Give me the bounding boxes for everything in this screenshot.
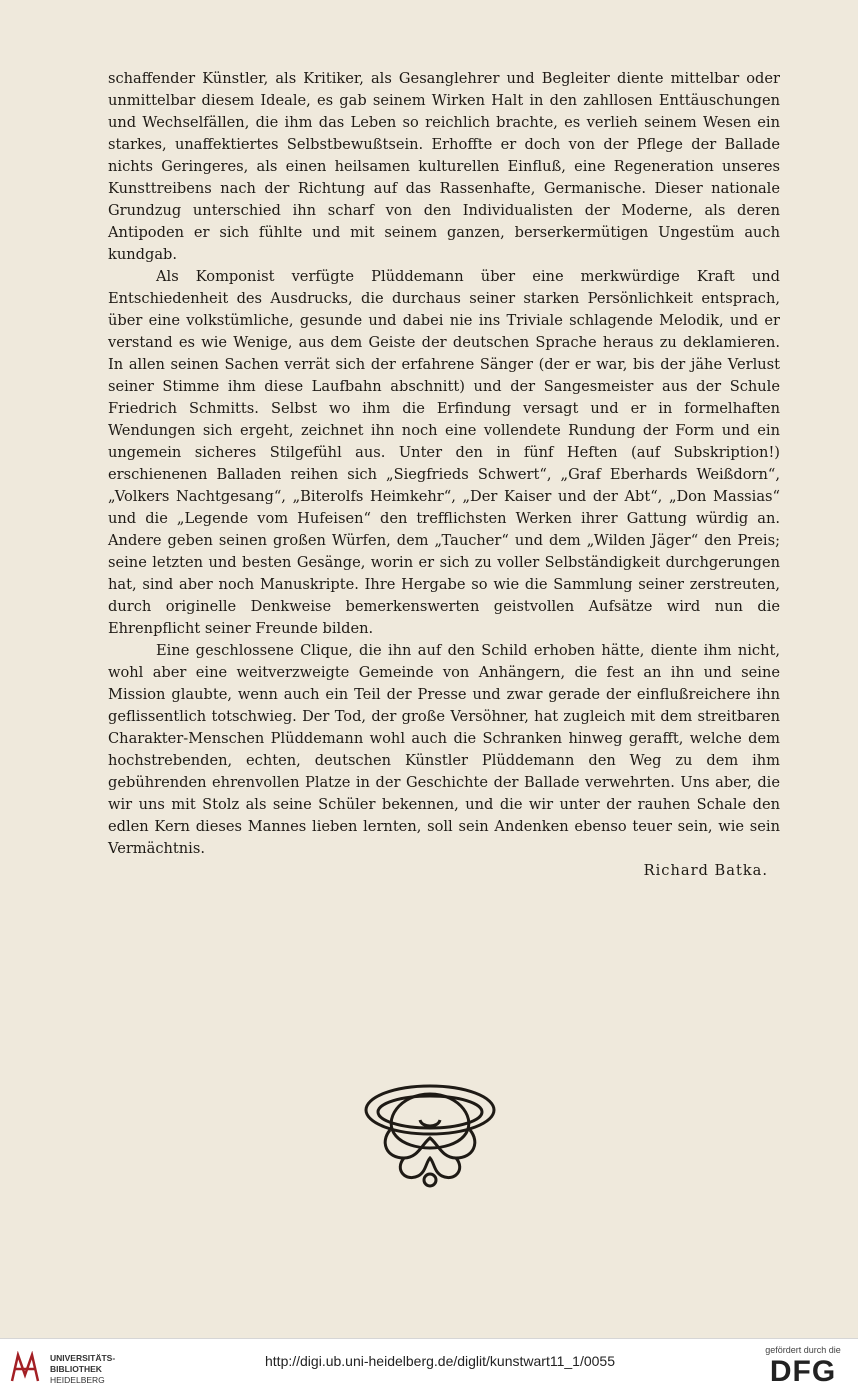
article-body (108, 68, 780, 882)
dfg-logo: DFG (769, 1355, 837, 1388)
library-emblem-icon (8, 1351, 42, 1385)
library-name (50, 1353, 115, 1386)
paragraph-2: Als Komponist verfügte Plüddemann über eine merkwürdige Kraft und Entschiedenheit des Ausdrucks, die durchaus seiner starken Persönlichkeit entsprach, über eine volkstümliche, gesunde und dabei nie ins Triviale schlagende Melodik, und er verstand es wie Wenige, aus dem Geiste der deutschen Sprache heraus zu deklamieren. In allen seinen Sachen verrät sich der erfahrene Sänger (der er war, bis der jähe Verlust seiner Stimme ihm diese Laufbahn abschnitt) und der Sangesmeister aus der Schule Friedrich Schmitts. Selbst wo ihm die Erfindung versagt und er in formelhaften Wendungen sich ergeht, zeichnet ihn noch eine vollendete Rundung der Form und ein ungemein sicheres Stilgefühl aus. Unter den in fünf Heften (auf Subskription!) erschienenen Balladen reihen sich „Siegfrieds Schwert“, „Graf Eberhards Weißdorn“, „Volkers Nachtgesang“, „Biterolfs Heimkehr“, „Der Kaiser und der Abt“, „Don Massias“ und die „Legende vom Hufeisen“ den trefflichsten Werken ihrer Gattung würdig an. Andere geben seinen großen Würfen, dem „Taucher“ und dem „Wilden Jäger“ den Preis; seine letzten und besten Gesänge, worin er sich zu voller Selbständigkeit durchgerungen hat, sind aber noch Manuskripte. Ihre Hergabe so wie die Sammlung seiner zerstreuten, durch originelle Denkweise bemerkenswerten geistvollen Aufsätze wird nun die Ehrenpflicht seiner Freunde bilden. (108, 268, 780, 637)
paragraph-3: Eine geschlossene Clique, die ihn auf den Schild erhoben hätte, diente ihm nicht, wohl aber eine weitverzweigte Gemeinde von Anhängern, die fest an ihn und seine Mission glaubte, wenn auch ein Teil der Presse und zwar gerade der einflußreichere ihn geflissentlich totschwieg. Der Tod, der große Versöhner, hat zugleich mit dem streitbaren Charakter-Menschen Plüddemann wohl auch die Schranken hinweg gerafft, welche dem hochstrebenden, echten, deutschen Künstler Plüddemann den Weg zu dem ihm gebührenden ehrenvollen Platze in der Geschichte der Ballade verwehrten. Uns aber, die wir uns mit Stolz als seine Schüler bekennen, und die wir unter der rauhen Schale den edlen Kern dieses Mannes lieben lernten, soll sein Andenken ebenso teuer sein, wie sein Vermächtnis. (108, 642, 780, 857)
footer-bar (0, 1338, 858, 1398)
author-signature: Richard Batka. (643, 862, 768, 879)
library-line-3: HEIDELBERG (50, 1375, 105, 1385)
library-line-1: UNIVERSITÄTS- (50, 1353, 116, 1363)
funding-note: gefördert durch die (765, 1345, 841, 1355)
library-line-2: BIBLIOTHEK (50, 1364, 102, 1374)
ornament-flourish-icon (360, 1080, 500, 1192)
library-logo[interactable] (8, 1351, 148, 1391)
permalink-url[interactable]: http://digi.ub.uni-heidelberg.de/diglit/kunstwart11_1/0055 (265, 1353, 615, 1369)
funder-badge[interactable] (758, 1345, 848, 1387)
paragraph-1: schaffender Künstler, als Kritiker, als Gesanglehrer und Begleiter diente mittelbar oder unmittelbar diesem Ideale, es gab seinem Wirken Halt in den zahllosen Enttäuschungen und Wechselfällen, die ihm das Leben so reichlich brachte, es verlieh seinem Wesen ein starkes, unaffektiertes Selbstbewußtsein. Erhoffte er doch von der Pflege der Ballade nichts Geringeres, als einen heilsamen kulturellen Einfluß, eine Regeneration unseres Kunsttreibens nach der Richtung auf das Rassenhafte, Germanische. Dieser nationale Grundzug unterschied ihn scharf von den Individualisten der Moderne, als deren Antipoden er sich fühlte und mit seinem ganzen, berserkermütigen Ungestüm auch kundgab. (108, 70, 780, 263)
